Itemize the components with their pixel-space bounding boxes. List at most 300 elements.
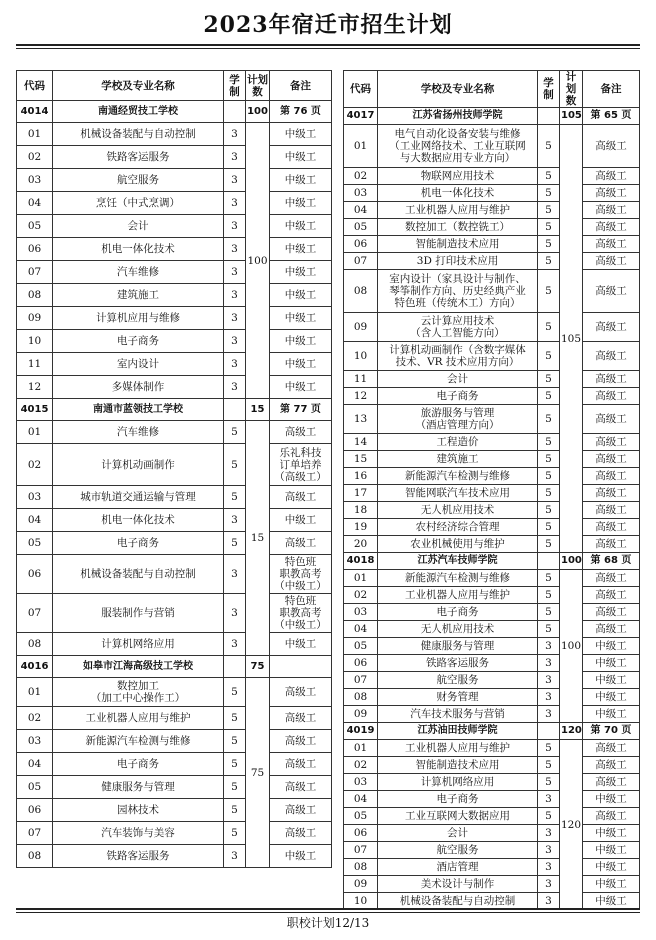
major-name: 多媒体制作	[53, 376, 224, 399]
school-plan: 120	[560, 723, 583, 740]
major-note: 中级工	[270, 192, 332, 215]
table-row	[344, 125, 640, 168]
major-years: 5	[538, 468, 560, 485]
header-name: 学校及专业名称	[53, 71, 224, 101]
major-note: 高级工	[583, 774, 640, 791]
major-name: 酒店管理	[378, 859, 538, 876]
school-row	[17, 101, 332, 123]
major-note: 高级工	[583, 536, 640, 553]
table-row	[344, 519, 640, 536]
major-note: 高级工	[270, 776, 332, 799]
school-page-ref: 第 77 页	[270, 399, 332, 421]
table-row	[344, 791, 640, 808]
major-name: 建筑施工	[378, 451, 538, 468]
major-code: 03	[17, 730, 53, 753]
table-row	[17, 284, 332, 307]
major-name: 工业机器人应用与维护	[378, 740, 538, 757]
table-row	[344, 876, 640, 893]
major-note: 高级工	[583, 604, 640, 621]
major-code: 02	[17, 707, 53, 730]
major-name: 电子商务	[53, 753, 224, 776]
major-name: 城市轨道交通运输与管理	[53, 486, 224, 509]
major-name: 计算机网络应用	[378, 774, 538, 791]
major-code: 04	[17, 753, 53, 776]
major-code: 03	[17, 169, 53, 192]
major-code: 08	[344, 689, 378, 706]
table-row	[344, 451, 640, 468]
major-note: 高级工	[270, 678, 332, 707]
table-row	[344, 570, 640, 587]
header-plan: 计划 数	[246, 71, 270, 101]
major-code: 04	[344, 202, 378, 219]
table-row	[344, 706, 640, 723]
school-code: 4015	[17, 399, 53, 421]
major-code: 02	[344, 757, 378, 774]
table-row	[344, 587, 640, 604]
major-name: 旅游服务与管理 （酒店管理方向）	[378, 405, 538, 434]
major-note: 高级工	[583, 185, 640, 202]
table-row	[344, 388, 640, 405]
table-row	[344, 859, 640, 876]
major-code: 09	[344, 706, 378, 723]
major-note: 中级工	[270, 509, 332, 532]
table-row	[17, 192, 332, 215]
school-years	[224, 101, 246, 123]
header-years: 学 制	[538, 71, 560, 108]
major-note: 高级工	[583, 313, 640, 342]
major-note: 乐礼科技 订单培养 （高级工）	[270, 444, 332, 486]
major-name: 室内设计	[53, 353, 224, 376]
school-plan: 75	[246, 656, 270, 678]
table-row	[344, 219, 640, 236]
major-note: 高级工	[583, 125, 640, 168]
major-note: 中级工	[270, 845, 332, 868]
major-code: 12	[17, 376, 53, 399]
school-code: 4017	[344, 108, 378, 125]
major-years: 5	[224, 753, 246, 776]
major-name: 汽车维修	[53, 261, 224, 284]
major-note: 中级工	[583, 638, 640, 655]
table-row	[17, 261, 332, 284]
school-years	[538, 553, 560, 570]
major-years: 3	[538, 638, 560, 655]
right-plan-table	[343, 70, 640, 910]
major-code: 01	[17, 123, 53, 146]
major-code: 02	[344, 168, 378, 185]
major-note: 中级工	[583, 876, 640, 893]
table-row	[17, 123, 332, 146]
major-years: 5	[538, 388, 560, 405]
major-name: 工业机器人应用与维护	[53, 707, 224, 730]
major-name: 园林技术	[53, 799, 224, 822]
major-years: 3	[224, 376, 246, 399]
major-note: 高级工	[583, 342, 640, 371]
major-name: 计算机动画制作（含数字媒体 技术、VR 技术应用方向）	[378, 342, 538, 371]
major-note: 中级工	[270, 376, 332, 399]
header-plan: 计划 数	[560, 71, 583, 108]
major-name: 航空服务	[53, 169, 224, 192]
school-years	[224, 656, 246, 678]
table-row	[344, 405, 640, 434]
table-row	[17, 594, 332, 633]
major-years: 3	[224, 238, 246, 261]
major-note: 高级工	[270, 799, 332, 822]
major-years: 3	[224, 284, 246, 307]
major-code: 04	[344, 621, 378, 638]
major-name: 云计算应用技术 （含人工智能方向）	[378, 313, 538, 342]
major-years: 5	[538, 485, 560, 502]
header-code: 代码	[344, 71, 378, 108]
major-plan-count: 15	[246, 421, 270, 656]
school-code: 4019	[344, 723, 378, 740]
major-code: 05	[17, 776, 53, 799]
table-row	[344, 168, 640, 185]
major-note: 高级工	[583, 168, 640, 185]
major-code: 09	[17, 307, 53, 330]
major-years: 5	[538, 342, 560, 371]
major-code: 05	[17, 532, 53, 555]
school-plan: 15	[246, 399, 270, 421]
school-name: 南通市蓝领技工学校	[53, 399, 224, 421]
major-name: 会计	[378, 371, 538, 388]
table-row	[344, 638, 640, 655]
major-name: 铁路客运服务	[378, 655, 538, 672]
major-years: 5	[538, 740, 560, 757]
major-note: 特色班 职教高考 （中级工）	[270, 594, 332, 633]
major-years: 3	[538, 893, 560, 910]
major-note: 高级工	[583, 270, 640, 313]
major-years: 5	[538, 405, 560, 434]
major-name: 室内设计（家具设计与制作、 琴筝制作方向、历史经典产业 特色班（传统木工）方向）	[378, 270, 538, 313]
major-code: 06	[344, 825, 378, 842]
table-row	[17, 753, 332, 776]
major-note: 高级工	[583, 405, 640, 434]
major-years: 5	[224, 444, 246, 486]
major-name: 无人机应用技术	[378, 502, 538, 519]
major-years: 5	[538, 236, 560, 253]
major-name: 会计	[378, 825, 538, 842]
major-years: 5	[538, 371, 560, 388]
major-code: 09	[344, 313, 378, 342]
major-name: 机械设备装配与自动控制	[53, 123, 224, 146]
major-note: 高级工	[583, 371, 640, 388]
major-note: 高级工	[583, 388, 640, 405]
major-code: 09	[344, 876, 378, 893]
major-name: 机电一体化技术	[378, 185, 538, 202]
table-row	[344, 621, 640, 638]
table-row	[344, 313, 640, 342]
major-code: 02	[344, 587, 378, 604]
major-note: 中级工	[270, 307, 332, 330]
major-name: 智能制造技术应用	[378, 757, 538, 774]
table-row	[344, 655, 640, 672]
major-code: 15	[344, 451, 378, 468]
major-note: 中级工	[270, 215, 332, 238]
major-note: 高级工	[583, 451, 640, 468]
major-name: 数控加工（数控铣工）	[378, 219, 538, 236]
major-name: 汽车技术服务与营销	[378, 706, 538, 723]
major-code: 17	[344, 485, 378, 502]
table-row	[344, 236, 640, 253]
major-name: 新能源汽车检测与维修	[378, 570, 538, 587]
major-years: 5	[224, 799, 246, 822]
table-row	[344, 893, 640, 910]
major-note: 中级工	[583, 706, 640, 723]
major-code: 02	[17, 444, 53, 486]
major-name: 会计	[53, 215, 224, 238]
major-code: 01	[344, 125, 378, 168]
major-note: 高级工	[583, 219, 640, 236]
school-row	[17, 656, 332, 678]
major-code: 08	[344, 270, 378, 313]
major-name: 铁路客运服务	[53, 845, 224, 868]
table-row	[344, 485, 640, 502]
table-row	[344, 253, 640, 270]
major-code: 08	[344, 859, 378, 876]
major-code: 08	[17, 633, 53, 656]
table-row	[344, 774, 640, 791]
major-name: 电子商务	[53, 330, 224, 353]
major-note: 中级工	[583, 689, 640, 706]
major-note: 中级工	[583, 859, 640, 876]
major-years: 5	[224, 678, 246, 707]
school-years	[538, 108, 560, 125]
major-years: 5	[538, 451, 560, 468]
major-code: 01	[344, 570, 378, 587]
major-years: 5	[538, 253, 560, 270]
major-note: 高级工	[583, 485, 640, 502]
major-code: 06	[344, 236, 378, 253]
major-code: 20	[344, 536, 378, 553]
major-name: 机电一体化技术	[53, 238, 224, 261]
school-row	[344, 723, 640, 740]
major-name: 美术设计与制作	[378, 876, 538, 893]
major-name: 机电一体化技术	[53, 509, 224, 532]
major-plan-count: 75	[246, 678, 270, 868]
school-page-ref: 第 70 页	[583, 723, 640, 740]
table-row	[17, 678, 332, 707]
major-note: 中级工	[270, 123, 332, 146]
major-note: 高级工	[583, 236, 640, 253]
major-years: 5	[224, 532, 246, 555]
major-code: 07	[344, 672, 378, 689]
table-row	[17, 845, 332, 868]
major-note: 中级工	[270, 330, 332, 353]
major-years: 3	[538, 689, 560, 706]
school-plan: 105	[560, 108, 583, 125]
major-name: 计算机网络应用	[53, 633, 224, 656]
major-years: 3	[538, 825, 560, 842]
major-name: 物联网应用技术	[378, 168, 538, 185]
table-row	[17, 555, 332, 594]
major-years: 5	[224, 730, 246, 753]
table-row	[344, 842, 640, 859]
major-years: 3	[538, 876, 560, 893]
header-note: 备注	[270, 71, 332, 101]
major-note: 中级工	[270, 169, 332, 192]
school-name: 如皋市江海高级技工学校	[53, 656, 224, 678]
major-years: 5	[538, 757, 560, 774]
table-row	[344, 468, 640, 485]
school-plan: 100	[246, 101, 270, 123]
major-note: 中级工	[583, 893, 640, 910]
major-years: 5	[538, 587, 560, 604]
major-code: 19	[344, 519, 378, 536]
major-years: 3	[538, 859, 560, 876]
table-row	[344, 371, 640, 388]
major-code: 12	[344, 388, 378, 405]
major-name: 机械设备装配与自动控制	[378, 893, 538, 910]
table-row	[17, 633, 332, 656]
major-note: 中级工	[270, 284, 332, 307]
major-code: 16	[344, 468, 378, 485]
major-note: 高级工	[583, 202, 640, 219]
school-name: 江苏油田技师学院	[378, 723, 538, 740]
major-years: 5	[224, 776, 246, 799]
school-page-ref: 第 65 页	[583, 108, 640, 125]
major-years: 3	[224, 633, 246, 656]
major-years: 5	[538, 774, 560, 791]
major-plan-count: 100	[560, 570, 583, 723]
major-code: 04	[17, 192, 53, 215]
table-row	[344, 434, 640, 451]
major-note: 高级工	[583, 587, 640, 604]
table-row	[344, 757, 640, 774]
major-note: 高级工	[583, 621, 640, 638]
table-row	[344, 185, 640, 202]
major-code: 06	[17, 555, 53, 594]
table-row	[17, 146, 332, 169]
table-row	[17, 215, 332, 238]
major-note: 高级工	[583, 502, 640, 519]
school-name: 江苏省扬州技师学院	[378, 108, 538, 125]
major-name: 电子商务	[378, 604, 538, 621]
school-row	[344, 553, 640, 570]
table-row	[344, 808, 640, 825]
major-code: 08	[17, 845, 53, 868]
major-note: 高级工	[270, 486, 332, 509]
major-note: 中级工	[270, 353, 332, 376]
table-row	[344, 502, 640, 519]
major-note: 高级工	[583, 434, 640, 451]
title-rule-top	[16, 44, 640, 46]
major-name: 智能网联汽车技术应用	[378, 485, 538, 502]
major-years: 3	[224, 146, 246, 169]
school-row	[17, 399, 332, 421]
table-row	[344, 825, 640, 842]
major-years: 5	[538, 536, 560, 553]
major-code: 10	[17, 330, 53, 353]
major-years: 3	[224, 594, 246, 633]
major-years: 3	[538, 655, 560, 672]
major-note: 高级工	[270, 753, 332, 776]
major-code: 05	[344, 808, 378, 825]
major-note: 高级工	[583, 519, 640, 536]
major-code: 11	[344, 371, 378, 388]
major-years: 3	[538, 706, 560, 723]
major-name: 建筑施工	[53, 284, 224, 307]
major-years: 5	[224, 822, 246, 845]
major-years: 5	[538, 270, 560, 313]
major-years: 3	[224, 307, 246, 330]
major-code: 08	[17, 284, 53, 307]
major-code: 01	[17, 421, 53, 444]
major-note: 高级工	[270, 730, 332, 753]
major-years: 5	[538, 219, 560, 236]
major-code: 07	[344, 253, 378, 270]
major-note: 中级工	[270, 261, 332, 284]
major-code: 11	[17, 353, 53, 376]
major-years: 5	[538, 125, 560, 168]
major-years: 5	[224, 707, 246, 730]
table-row	[344, 536, 640, 553]
major-years: 5	[538, 808, 560, 825]
table-row	[17, 532, 332, 555]
table-row	[344, 672, 640, 689]
header-years: 学 制	[224, 71, 246, 101]
table-row	[17, 444, 332, 486]
major-name: 电子商务	[378, 791, 538, 808]
major-code: 03	[344, 604, 378, 621]
school-years	[224, 399, 246, 421]
major-note: 高级工	[270, 421, 332, 444]
major-years: 3	[538, 672, 560, 689]
major-years: 5	[224, 421, 246, 444]
major-note: 中级工	[583, 791, 640, 808]
table-row	[17, 330, 332, 353]
school-page-ref: 第 76 页	[270, 101, 332, 123]
major-note: 特色班 职教高考 （中级工）	[270, 555, 332, 594]
table-row	[17, 799, 332, 822]
major-note: 中级工	[270, 633, 332, 656]
major-code: 06	[17, 799, 53, 822]
school-page-ref: 第 68 页	[583, 553, 640, 570]
left-plan-table	[16, 70, 332, 868]
table-row	[344, 202, 640, 219]
table-row	[17, 307, 332, 330]
major-name: 航空服务	[378, 672, 538, 689]
major-years: 5	[538, 519, 560, 536]
major-years: 3	[224, 169, 246, 192]
major-note: 中级工	[583, 825, 640, 842]
major-name: 健康服务与管理	[53, 776, 224, 799]
major-years: 3	[224, 261, 246, 284]
header-note: 备注	[583, 71, 640, 108]
major-code: 02	[17, 146, 53, 169]
major-years: 3	[538, 842, 560, 859]
table-row	[17, 376, 332, 399]
table-row	[17, 421, 332, 444]
footer-rule-bottom	[16, 912, 640, 913]
major-name: 电子商务	[378, 388, 538, 405]
major-name: 健康服务与管理	[378, 638, 538, 655]
major-code: 10	[344, 342, 378, 371]
major-name: 工程造价	[378, 434, 538, 451]
header-name: 学校及专业名称	[378, 71, 538, 108]
table-row	[17, 509, 332, 532]
major-code: 04	[17, 509, 53, 532]
major-code: 03	[344, 774, 378, 791]
header-code: 代码	[17, 71, 53, 101]
major-code: 07	[17, 594, 53, 633]
major-name: 工业机器人应用与维护	[378, 202, 538, 219]
major-note: 高级工	[583, 570, 640, 587]
major-note: 中级工	[270, 238, 332, 261]
major-code: 05	[344, 219, 378, 236]
footer-rule-top	[16, 908, 640, 910]
major-name: 计算机应用与维修	[53, 307, 224, 330]
header-row	[17, 71, 332, 101]
